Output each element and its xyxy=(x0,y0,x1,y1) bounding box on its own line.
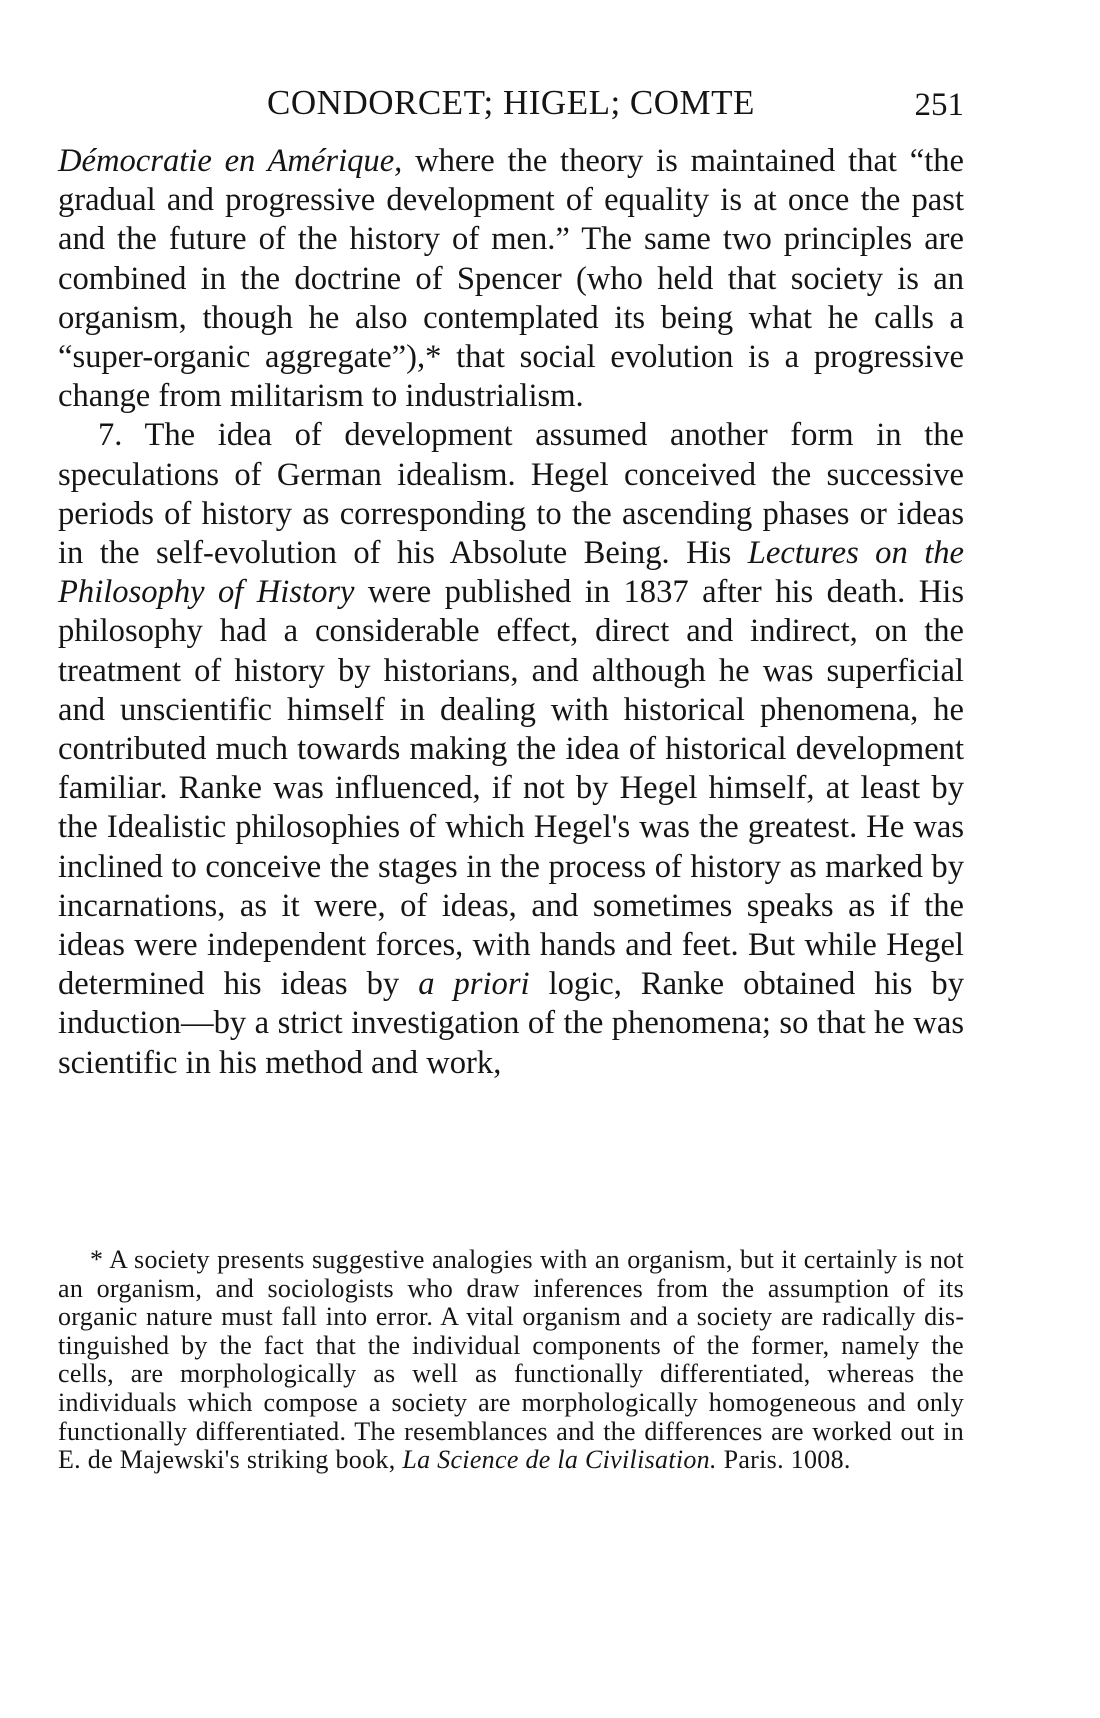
italic-phrase: a priori xyxy=(418,966,530,1003)
footnote-paragraph xyxy=(58,1246,964,1475)
page-number: 251 xyxy=(914,87,964,123)
body-text xyxy=(58,142,964,1083)
italic-book-title: Lectures on the Philosophy of History xyxy=(58,535,964,611)
footnote xyxy=(58,1246,964,1475)
paragraph-text: logic, Ranke obtained his by induction—by a strict investigation of the phenomena; so that he was scientific in his method and work, xyxy=(58,966,964,1081)
footnote-text-end: Paris. 1008. xyxy=(716,1445,851,1475)
paragraph-text: were published in 1837 after his death. His philosophy had a considerable effect, direct and indirect, on the treatment of history by historians, and although he was superficial and unscientific himself in dealing with historical phenomena, he contributed much towards making the idea of historical development familiar. Ranke was influenced, if not by Hegel himself, at least by the Idealistic philosophies of which Hegel's was the greatest. He was inclined to conceive the stages in the process of history as marked by incarnations, as it were, of ideas, and sometimes speaks as if the ideas were independent forces, with hands and feet. But while Hegel determined his ideas by xyxy=(58,574,964,1003)
paragraph-text: 7. The idea of development assumed another form in the speculations of German idealism. Hegel conceived the successive periods of history as corresponding to the ascending phases or ideas in the self-evolution of his Absolute Being. His xyxy=(58,417,964,572)
footnote-text: * A society presents suggestive analogies with an organism, but it certainly is not an organism, and sociologists who draw inferences from the assumption of its organic nature must fall into error. A vital organism and a society are radically distinguished by the fact that the individual components of the former, namely the cells, are morphologically as well as functionally differentiated, whereas the individuals which compose a society are morphologically homogeneous and only functionally differentiated. The resemblances and the differences are worked out in E. de Majewski's striking book, xyxy=(58,1245,964,1475)
italic-book-title: La Science de la Civilisation. xyxy=(402,1445,717,1475)
paragraph-section-7 xyxy=(58,416,964,1082)
running-title: CONDORCET; HIGEL; COMTE xyxy=(267,83,755,122)
paragraph-text: where the theory is maintained that “the gradual and progressive development of equality is at once the past and the future of the history of men.” The same two principles are combined in the doctrine of Spencer (who held that society is an organism, though he also contemplated its being what he calls a “super-organic aggregate”),* that social evolution is a progressive change from militarism to industrialism. xyxy=(58,143,964,415)
italic-book-title: Démocratie en Amérique, xyxy=(58,143,403,179)
paragraph-continuation xyxy=(58,142,964,416)
running-head xyxy=(58,78,964,128)
